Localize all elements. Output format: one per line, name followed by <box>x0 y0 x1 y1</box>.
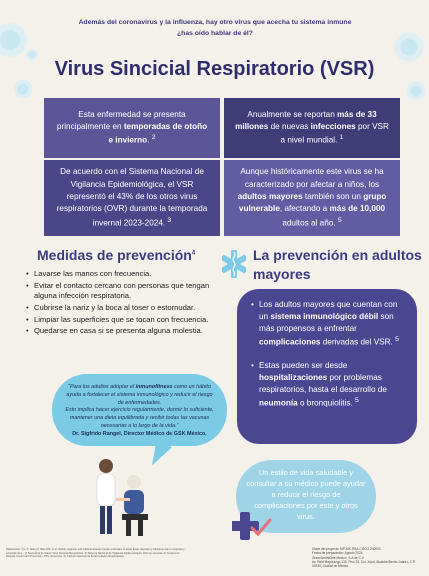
healthy-lifestyle-cloud: Un estilo de vida saludable y consultar a su médico puede ayudar a reducir el riesgo de complicaciones por este y otros virus. <box>236 460 376 533</box>
intro-line-1: Además del coronavirus y la influenza, hay otro virus que acecha tu sistema inmune <box>78 19 352 26</box>
quote-bubble: “Para los adultos adoptar el inmunofitness como un hábito ayuda a fortalecer el sistema inmunológico y reducir el riesgo de enfermedades. Esto implica hacer ejercicio regularmente, dormir lo suficiente, mantener una dieta equilibrada y recibir todas las vacunas necesarias a lo largo de la vida.” Dr. Sigfrido Rangel, Director Médico de GSK México. <box>52 374 227 446</box>
page-title: Virus Sincicial Respiratorio (VSR) <box>54 58 375 80</box>
older-adults-heading: La prevención en adultos mayores <box>253 247 422 282</box>
list-item: • Evitar el contacto cercano con personas que tengan alguna infección respiratoria. <box>26 281 231 302</box>
fact-box-surveillance: De acuerdo con el Sistema Nacional de Vigilancia Epidemiológica, el VSR representó el 43% de los otros virus respiratorios (OVR) durante la temporada invernal 2023-2024. $^3$ <box>44 160 220 236</box>
list-item: • Quedarse en casa si se presenta alguna molestia. <box>26 326 231 337</box>
project-metadata: Clave del proyecto: MP-MX-RSA-COCO-240001 Fecha de preparación: Agosto 2024 GlaxoSmithKline México, S.A de C.V Av. Reid Mayorazgo 130, Piso 25, Col. Xoco, Alcaldía Benito Juárez, C.P. 03330, Ciudad de México. <box>312 547 416 569</box>
fact-box-global-infections: Anualmente se reportan más de 33 millones de nuevas infecciones por VSR a nivel mundial. $^1$ <box>224 98 400 158</box>
prevention-list <box>26 269 231 338</box>
list-item: • Lavarse las manos con frecuencia. <box>26 269 231 280</box>
list-item: • Estas pueden ser desde hospitalizaciones por problemas respiratorios, hasta el desarrollo de neumonía o bronquiolitis. $^5$ <box>251 360 405 409</box>
quote-signature: Dr. Sigfrido Rangel, Director Médico de GSK México. <box>72 430 207 437</box>
references-text: Referencias: 1) Li Y, Wang X, Blau DM, et al. Global, regional, and national disease burden estimates of acute lower respiratory infections due to respiratory syncytial virus... 2) Secretaría de Salud. Virus Sincicial Respiratorio. 3) Sistema Nacional de Vigilancia Epidemiológica. Informe semanal. 4) Centers for Disease Control and Prevention. RSV prevention. 5) Instituto Nacional de Enfermedades Respiratorias. <box>6 548 185 558</box>
older-adults-panel <box>237 289 417 444</box>
doctor-patient-illustration <box>86 452 156 542</box>
prevention-heading: Medidas de prevención$^4$ <box>37 247 196 263</box>
list-item: • Cubrirse la nariz y la boca al toser o estornudar. <box>26 303 231 314</box>
health-cross-icon <box>232 508 272 542</box>
virus-decoration <box>405 80 427 102</box>
virus-decoration <box>12 78 34 100</box>
fact-box-season: Esta enfermedad se presenta principalmente en temporadas de otoño e invierno. $^2$ <box>44 98 220 158</box>
list-item: • Limpiar las superficies que se tocan con frecuencia. <box>26 315 231 326</box>
intro-line-2: ¿has oído hablar de él? <box>177 29 253 37</box>
intro-text <box>40 18 390 40</box>
list-item: • Los adultos mayores que cuentan con un sistema inmunológico débil son más propensos a enfrentar complicaciones derivadas del VSR. $^5$ <box>251 299 405 348</box>
fact-box-older-adults: Aunque históricamente este virus se ha caracterizado por afectar a niños, los adultos mayores también son un grupo vulnerable, afectando a más de 10,000 adultos al año. $^5$ <box>224 160 400 236</box>
